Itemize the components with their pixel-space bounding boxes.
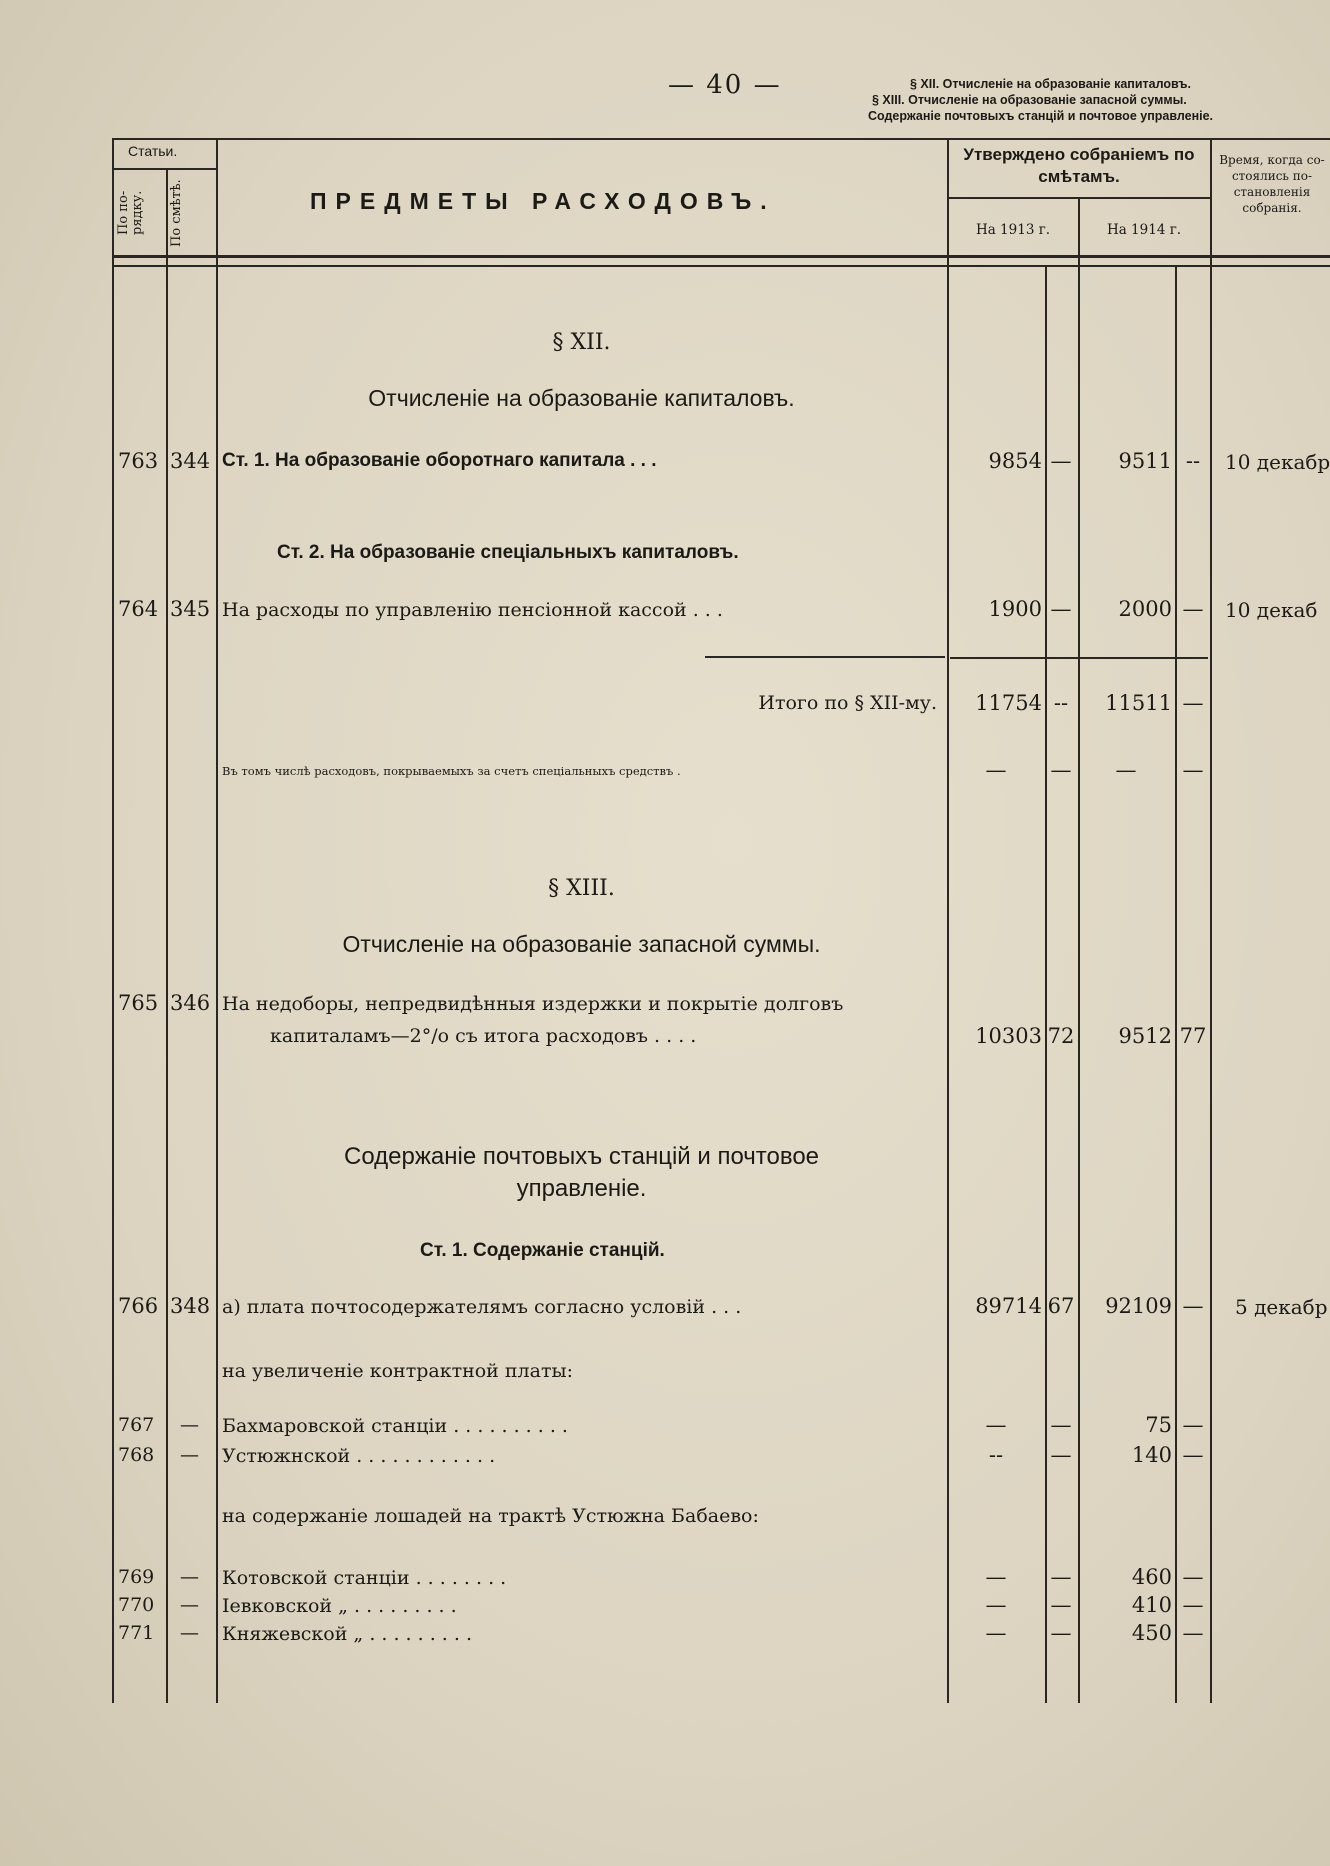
loshadi-label: на содержаніе лошадей на трактѣ Устюжна Бабаево:	[222, 1505, 759, 1527]
row-767-smeta: —	[180, 1414, 199, 1436]
row-763-1913-kop: —	[1050, 449, 1072, 473]
row-768-1914-kop: —	[1182, 1443, 1204, 1467]
row-766-num: 766	[118, 1294, 159, 1318]
row-767-1914-kop: —	[1182, 1413, 1204, 1437]
row-770-text: Іевковской „ . . . . . . . . .	[222, 1595, 457, 1617]
row-765-1913-kop: 72	[1047, 1024, 1075, 1048]
col-rule-7	[1210, 138, 1212, 1703]
itogo-1914: 11511	[1105, 691, 1172, 715]
section-13-title: Отчисленіе на образованіе запасной суммы.	[342, 931, 821, 957]
row-765-1914: 9512	[1118, 1024, 1172, 1048]
page-number: — 40 —	[668, 70, 782, 100]
header-stati: Статьи.	[128, 143, 178, 159]
section-12-title: Отчисленіе на образованіе капиталовъ.	[368, 385, 795, 411]
post-st1: Ст. 1. Содержаніе станцій.	[420, 1240, 665, 1261]
col-rule-4	[1045, 266, 1047, 1703]
v-tom-label: Въ томъ числѣ расходовъ, покрываемыхъ за счетъ спеціальныхъ средствъ .	[222, 764, 681, 778]
row-771-1913: —	[985, 1621, 1007, 1645]
row-770-smeta: —	[180, 1594, 199, 1616]
row-765-1913: 10303	[975, 1024, 1042, 1048]
row-769-smeta: —	[180, 1566, 199, 1588]
row-763-smeta: 344	[170, 449, 211, 473]
itogo-1914-kop: —	[1182, 691, 1204, 715]
running-head-line-1: § XII. Отчисленіе на образованіе капиталовъ.	[910, 77, 1191, 91]
stati-rule	[112, 168, 217, 170]
uvel-label: на увеличеніе контрактной платы:	[222, 1360, 573, 1382]
header-po-poryadku: По по-рядку.	[116, 190, 145, 236]
row-769-1913-kop: —	[1050, 1565, 1072, 1589]
col-rule-5	[1078, 197, 1080, 1703]
row-765-text-line2: капиталамъ—2°/o съ итога расходовъ . . . .	[270, 1025, 697, 1047]
v-tom-1913-kop: —	[1050, 758, 1072, 782]
running-head-line-2: § XIII. Отчисленіе на образованіе запасной суммы.	[872, 93, 1187, 107]
header-1913: На 1913 г.	[975, 222, 1051, 238]
header-bottom-rule-thin	[112, 265, 1330, 267]
post-title-line1: Содержаніе почтовыхъ станцій и почтовое	[343, 1143, 820, 1170]
itogo-1913-kop: --	[1053, 691, 1069, 715]
row-769-1914-kop: —	[1182, 1565, 1204, 1589]
section-12-number: § XII.	[552, 330, 611, 355]
header-po-smete: По смѣтѣ.	[169, 179, 184, 247]
itogo-label: Итого по § XII-му.	[758, 692, 937, 714]
row-763-1914: 9511	[1118, 449, 1172, 473]
header-time: Время, когда со-стоялись по-становленія собранія.	[1219, 153, 1325, 215]
row-766-text: а) плата почтосодержателямъ согласно условій . . .	[222, 1296, 742, 1318]
table-top-rule	[112, 138, 1330, 140]
row-770-1913-kop: —	[1050, 1593, 1072, 1617]
row-771-smeta: —	[180, 1622, 199, 1644]
row-767-1913-kop: —	[1050, 1413, 1072, 1437]
row-771-num: 771	[118, 1622, 155, 1644]
row-769-1914: 460	[1131, 1565, 1172, 1589]
header-1914: На 1914 г.	[1106, 222, 1182, 238]
row-764-1914: 2000	[1118, 597, 1172, 621]
row-764-1914-kop: —	[1182, 597, 1204, 621]
row-766-1914: 92109	[1105, 1294, 1172, 1318]
row-770-num: 770	[118, 1594, 155, 1616]
row-765-text-line1: На недоборы, непредвидѣнныя издержки и покрытіе долговъ	[222, 993, 844, 1015]
v-tom-1914-kop: —	[1182, 758, 1204, 782]
sum-rule-text	[705, 656, 945, 658]
itogo-1913: 11754	[975, 691, 1042, 715]
row-771-text: Княжевской „ . . . . . . . . .	[222, 1623, 472, 1645]
row-764-num: 764	[118, 597, 159, 621]
row-768-num: 768	[118, 1444, 155, 1466]
col-rule-3	[947, 138, 949, 1703]
row-770-1914: 410	[1131, 1593, 1172, 1617]
row-768-1914: 140	[1131, 1443, 1172, 1467]
row-769-text: Котовской станціи . . . . . . . .	[222, 1567, 507, 1589]
row-771-1913-kop: —	[1050, 1621, 1072, 1645]
row-769-num: 769	[118, 1566, 155, 1588]
row-765-1914-kop: 77	[1179, 1024, 1207, 1048]
row-768-1913: --	[988, 1443, 1004, 1467]
row-770-1914-kop: —	[1182, 1593, 1204, 1617]
row-763-1913: 9854	[988, 449, 1042, 473]
row-763-text: Ст. 1. На образованіе оборотнаго капитала . . .	[222, 450, 657, 471]
col-rule-1	[166, 168, 168, 1703]
col-rule-6	[1175, 266, 1177, 1703]
row-768-1913-kop: —	[1050, 1443, 1072, 1467]
st2-heading: Ст. 2. На образованіе спеціальныхъ капиталовъ.	[277, 542, 739, 563]
header-title: ПРЕДМЕТЫ РАСХОДОВЪ.	[310, 188, 776, 214]
row-771-1914-kop: —	[1182, 1621, 1204, 1645]
row-766-smeta: 348	[170, 1294, 211, 1318]
col-rule-left	[112, 138, 114, 1703]
row-763-1914-kop: --	[1185, 449, 1201, 473]
row-764-1913-kop: —	[1050, 597, 1072, 621]
row-771-1914: 450	[1131, 1621, 1172, 1645]
row-770-1913: —	[985, 1593, 1007, 1617]
running-head-line-3: Содержаніе почтовыхъ станцій и почтовое управленіе.	[868, 109, 1214, 123]
section-13-number: § XIII.	[548, 876, 615, 901]
row-767-num: 767	[118, 1414, 155, 1436]
row-766-1913: 89714	[975, 1294, 1042, 1318]
header-bottom-rule	[112, 255, 1330, 258]
row-766-1914-kop: —	[1182, 1294, 1204, 1318]
row-765-num: 765	[118, 991, 159, 1015]
row-765-smeta: 346	[170, 991, 211, 1015]
row-763-num: 763	[118, 449, 159, 473]
row-767-1914: 75	[1145, 1413, 1172, 1437]
row-764-text: На расходы по управленію пенсіонной кассой . . .	[222, 599, 723, 621]
row-764-smeta: 345	[170, 597, 211, 621]
post-title-line2: управленіе.	[516, 1175, 647, 1202]
v-tom-1913: —	[985, 758, 1007, 782]
sum-rule-values	[950, 657, 1208, 659]
row-763-time: 10 декабр	[1225, 450, 1330, 474]
row-764-time: 10 декаб	[1225, 598, 1318, 622]
header-approved: Утверждено собраніемъ по смѣтамъ.	[963, 145, 1195, 186]
col-rule-2	[216, 138, 218, 1703]
row-767-1913: —	[985, 1413, 1007, 1437]
row-766-1913-kop: 67	[1047, 1294, 1075, 1318]
row-766-time: 5 декабр	[1235, 1295, 1328, 1319]
row-764-1913: 1900	[988, 597, 1042, 621]
row-769-1913: —	[985, 1565, 1007, 1589]
v-tom-1914: —	[1115, 758, 1137, 782]
row-768-smeta: —	[180, 1444, 199, 1466]
running-head	[868, 76, 1330, 124]
row-767-text: Бахмаровской станціи . . . . . . . . . .	[222, 1415, 568, 1437]
row-768-text: Устюжнской . . . . . . . . . . . .	[222, 1445, 496, 1467]
